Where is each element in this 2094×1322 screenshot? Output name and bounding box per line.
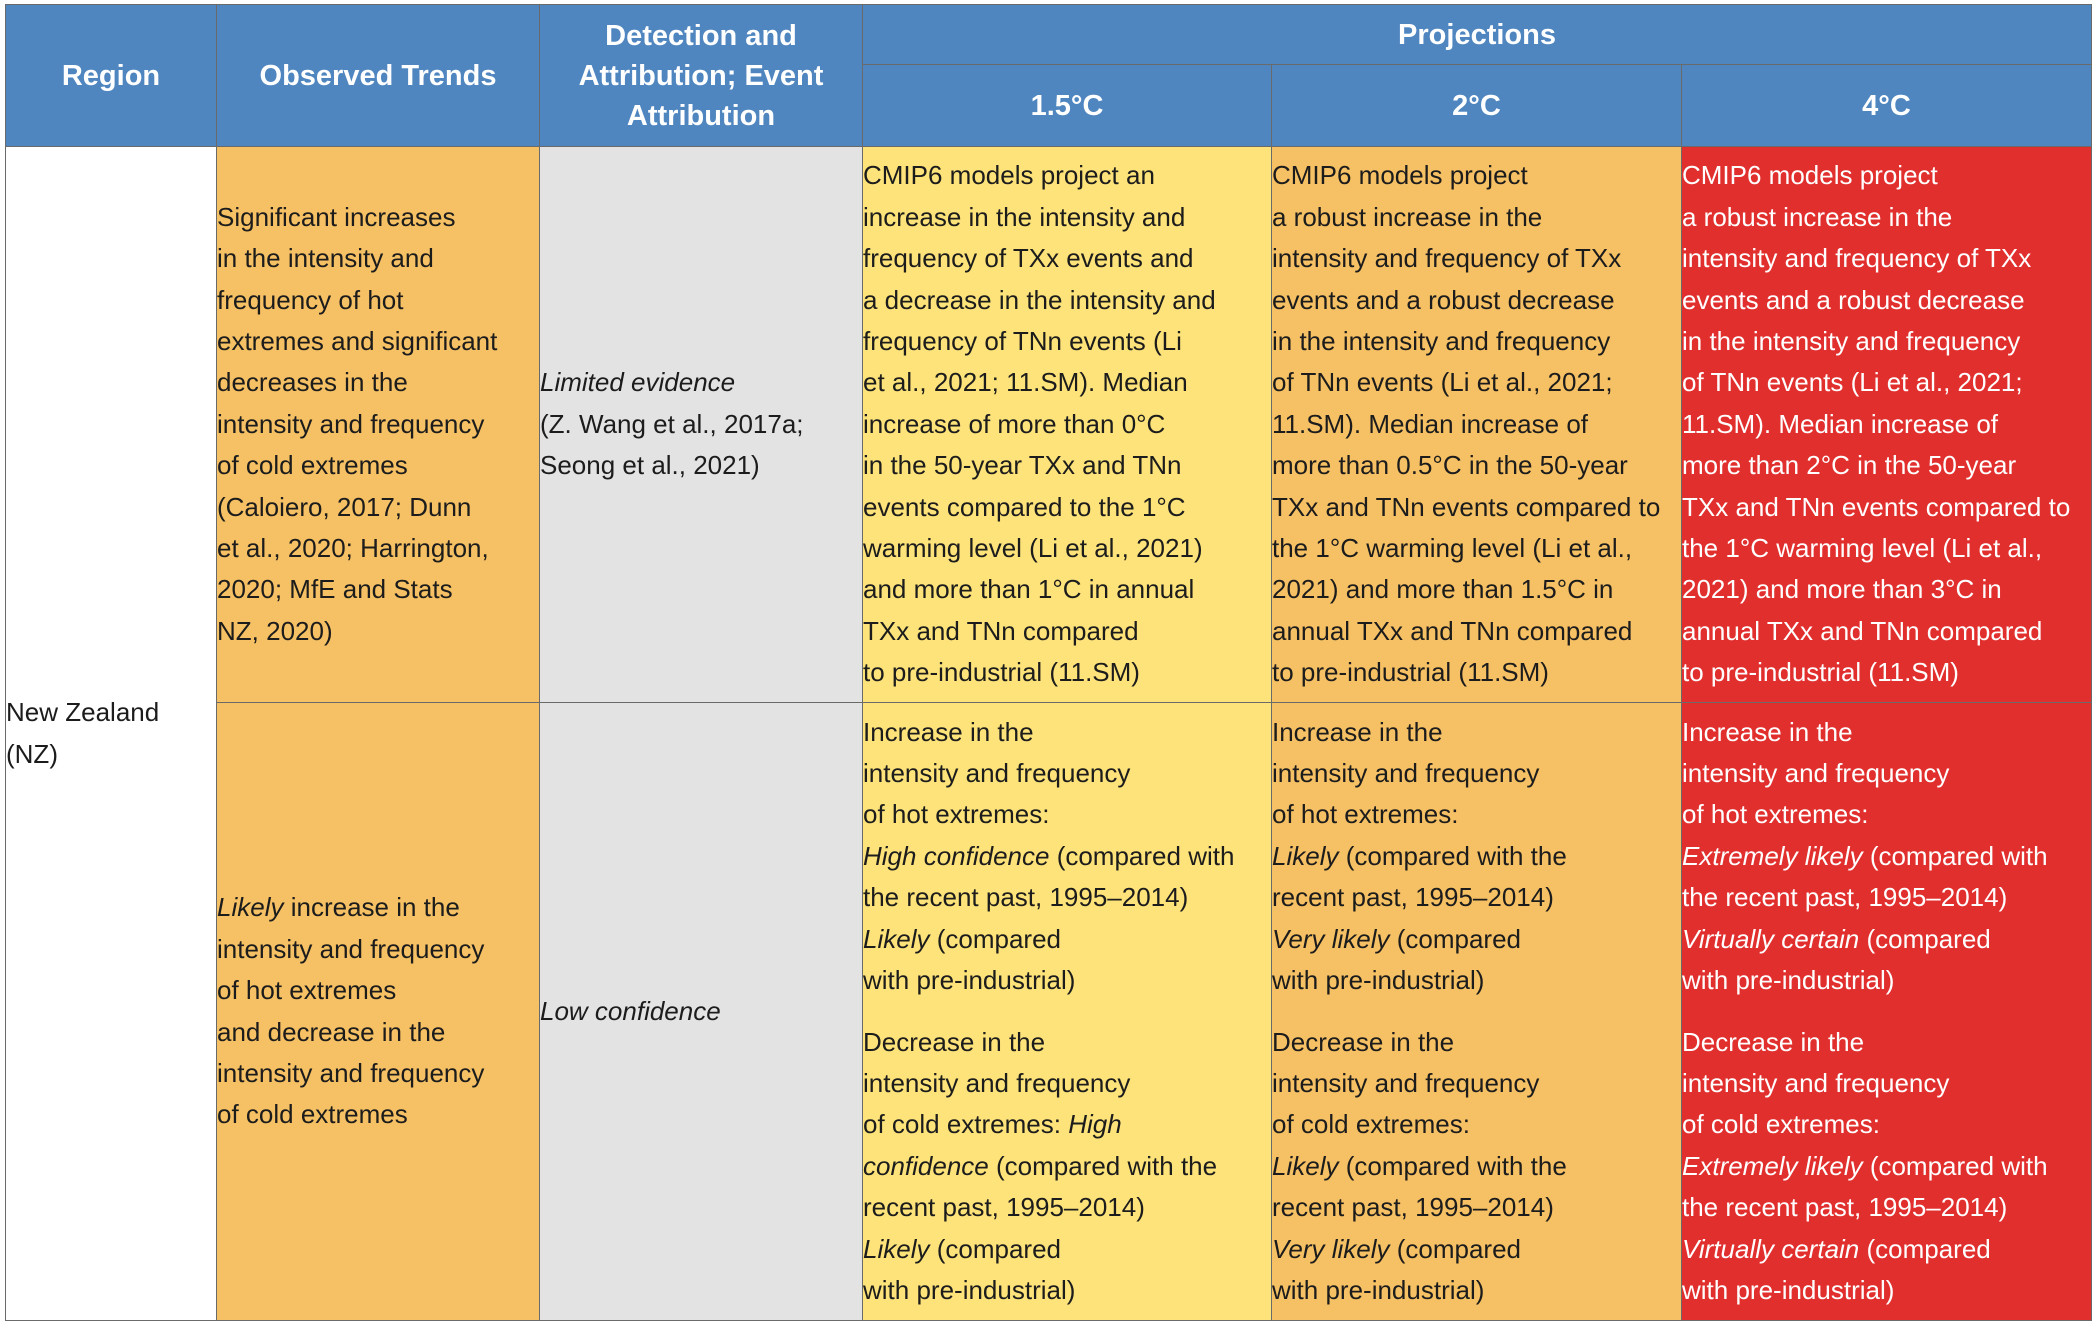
text-line: a robust increase in the [1272, 201, 1543, 232]
header-detection-line: Detection and [605, 19, 797, 52]
text-line: the recent past, 1995–2014) [1682, 882, 2008, 913]
text-line: recent past, 1995–2014) [863, 1192, 1145, 1223]
header-detection-line: Attribution; Event [578, 59, 824, 92]
detection-cell-row2 [540, 703, 863, 1321]
text-line: with pre-industrial) [863, 965, 1076, 996]
projection-2c-cell-row1 [1272, 147, 1682, 703]
text-line: (Z. Wang et al., 2017a; [540, 408, 804, 439]
text-line: intensity and frequency of TXx [1272, 243, 1622, 274]
header-detection-attribution [540, 5, 863, 147]
confidence-term: Limited evidence [540, 367, 736, 398]
projection-4c-cell-row1 [1682, 147, 2092, 703]
text-line: et al., 2021; 11.SM). Median [863, 367, 1188, 398]
text-line: of cold extremes [217, 450, 408, 481]
confidence-term: Extremely likely [1682, 1150, 1863, 1181]
text-line: to pre-industrial (11.SM) [1682, 657, 1959, 688]
text-line: intensity and frequency [217, 933, 485, 964]
text-line: of cold extremes: [1682, 1109, 1880, 1140]
text-line: Very likely (compared [1272, 1233, 1522, 1264]
header-region: Region [6, 5, 217, 147]
header-projection-2c: 2°C [1272, 65, 1682, 147]
confidence-term: Likely [1272, 1150, 1339, 1181]
text-line: 2020; MfE and Stats [217, 574, 453, 605]
text-line: of TNn events (Li et al., 2021; [1682, 367, 2023, 398]
text-line: a robust increase in the [1682, 201, 1953, 232]
confidence-term: Likely [863, 1233, 930, 1264]
text-line: with pre-industrial) [863, 1274, 1076, 1305]
text-line: with pre-industrial) [1682, 965, 1895, 996]
text-line: in the intensity and frequency [1272, 325, 1611, 356]
text-line: 11.SM). Median increase of [1682, 408, 1998, 439]
text-line: events and a robust decrease [1272, 284, 1615, 315]
text-line: frequency of TNn events (Li [863, 325, 1182, 356]
text-line: to pre-industrial (11.SM) [863, 657, 1140, 688]
confidence-term: High [1068, 1109, 1122, 1140]
text-line: and more than 1°C in annual [863, 574, 1195, 605]
region-cell [6, 147, 217, 1321]
detection-cell-row1 [540, 147, 863, 703]
text-line: et al., 2020; Harrington, [217, 533, 489, 564]
text-line: the recent past, 1995–2014) [1682, 1192, 2008, 1223]
text-line: events compared to the 1°C [863, 491, 1186, 522]
confidence-term: Very likely [1272, 1233, 1390, 1264]
projection-1-5c-cell-row1 [863, 147, 1272, 703]
text-line: with pre-industrial) [1272, 1274, 1485, 1305]
text-line: intensity and frequency [217, 408, 485, 439]
text-line: 11.SM). Median increase of [1272, 408, 1588, 439]
text-line: NZ, 2020) [217, 615, 333, 646]
text-line: TXx and TNn events compared to [1682, 491, 2071, 522]
confidence-term: Extremely likely [1682, 840, 1863, 871]
text-line: CMIP6 models project an [863, 160, 1155, 191]
paragraph-gap [1272, 1002, 1681, 1022]
text-line: Increase in the [1272, 716, 1443, 747]
text-line: decreases in the [217, 367, 408, 398]
projection-1-5c-cell-row2 [863, 703, 1272, 1321]
header-projection-1-5c: 1.5°C [863, 65, 1272, 147]
text-line: recent past, 1995–2014) [1272, 1192, 1554, 1223]
text-line: (Caloiero, 2017; Dunn [217, 491, 472, 522]
text-line: annual TXx and TNn compared [1272, 615, 1633, 646]
text-line: Decrease in the [863, 1026, 1046, 1057]
text-line: of cold extremes [217, 1099, 408, 1130]
text-line: Likely (compared with the [1272, 1150, 1567, 1181]
text-line: of TNn events (Li et al., 2021; [1272, 367, 1613, 398]
text-line: intensity and frequency [863, 1067, 1131, 1098]
header-observed-trends: Observed Trends [217, 5, 540, 147]
text-line: 2021) and more than 3°C in [1682, 574, 2002, 605]
text-line: confidence (compared with the [863, 1150, 1218, 1181]
text-line: Virtually certain (compared [1682, 1233, 1991, 1264]
text-line: intensity and frequency [217, 1057, 485, 1088]
header-projection-4c: 4°C [1682, 65, 2092, 147]
text-line: the 1°C warming level (Li et al., [1682, 533, 2043, 564]
text-line: Decrease in the [1682, 1026, 1865, 1057]
text-line: Likely (compared [863, 1233, 1061, 1264]
text-line: of cold extremes: [1272, 1109, 1470, 1140]
text-line: CMIP6 models project [1272, 160, 1528, 191]
text-line: in the intensity and frequency [1682, 325, 2021, 356]
text-line: Virtually certain (compared [1682, 923, 1991, 954]
confidence-term: Likely [1272, 840, 1339, 871]
text-line: more than 0.5°C in the 50-year [1272, 450, 1628, 481]
header-detection-line: Attribution [626, 99, 776, 132]
text-line: a decrease in the intensity and [863, 284, 1216, 315]
confidence-term: Virtually certain [1682, 923, 1860, 954]
text-line: Likely increase in the [217, 892, 460, 923]
text-line: Likely (compared with the [1272, 840, 1567, 871]
text-line: intensity and frequency of TXx [1682, 243, 2032, 274]
text-line: of hot extremes: [1272, 799, 1459, 830]
text-line: TXx and TNn events compared to [1272, 491, 1661, 522]
paragraph-gap [1682, 1002, 2091, 1022]
text-line: intensity and frequency [1682, 1067, 1950, 1098]
text-line: of hot extremes: [1682, 799, 1869, 830]
text-line: annual TXx and TNn compared [1682, 615, 2043, 646]
text-line: extremes and significant [217, 325, 498, 356]
text-line: Increase in the [863, 716, 1034, 747]
confidence-term: High confidence [863, 840, 1050, 871]
text-line: events and a robust decrease [1682, 284, 2025, 315]
confidence-term: Likely [217, 892, 284, 923]
text-line: intensity and frequency [1272, 758, 1540, 789]
text-line: Decrease in the [1272, 1026, 1455, 1057]
observed-trends-cell-row2 [217, 703, 540, 1321]
text-line: Seong et al., 2021) [540, 450, 760, 481]
text-line: of hot extremes [217, 975, 397, 1006]
text-line: to pre-industrial (11.SM) [1272, 657, 1549, 688]
text-line: intensity and frequency [1272, 1067, 1540, 1098]
text-line: frequency of hot [217, 284, 404, 315]
text-line: and decrease in the [217, 1016, 446, 1047]
text-line: TXx and TNn compared [863, 615, 1139, 646]
paragraph-gap [863, 1002, 1271, 1022]
confidence-term: confidence [863, 1150, 989, 1181]
extremes-assessment-table [5, 4, 2092, 1321]
text-line: the 1°C warming level (Li et al., [1272, 533, 1633, 564]
text-line: High confidence (compared with [863, 840, 1235, 871]
region-code: (NZ) [6, 738, 58, 769]
projection-2c-cell-row2 [1272, 703, 1682, 1321]
text-line: Increase in the [1682, 716, 1853, 747]
confidence-term: Low confidence [540, 995, 721, 1026]
text-line: the recent past, 1995–2014) [863, 882, 1189, 913]
confidence-term: Very likely [1272, 923, 1390, 954]
text-line: Extremely likely (compared with [1682, 840, 2048, 871]
text-line: increase in the intensity and [863, 201, 1186, 232]
text-line: warming level (Li et al., 2021) [863, 533, 1203, 564]
text-line: recent past, 1995–2014) [1272, 882, 1554, 913]
text-line: frequency of TXx events and [863, 243, 1194, 274]
confidence-term: Virtually certain [1682, 1233, 1860, 1264]
text-line: intensity and frequency [863, 758, 1131, 789]
text-line: increase of more than 0°C [863, 408, 1166, 439]
text-line: with pre-industrial) [1272, 965, 1485, 996]
text-line: with pre-industrial) [1682, 1274, 1895, 1305]
text-line: 2021) and more than 1.5°C in [1272, 574, 1614, 605]
text-line: in the 50-year TXx and TNn [863, 450, 1182, 481]
observed-trends-cell-row1 [217, 147, 540, 703]
text-line: CMIP6 models project [1682, 160, 1938, 191]
text-line: intensity and frequency [1682, 758, 1950, 789]
projection-4c-cell-row2 [1682, 703, 2092, 1321]
text-line: more than 2°C in the 50-year [1682, 450, 2017, 481]
region-name: New Zealand [6, 697, 160, 728]
text-line: Significant increases [217, 201, 456, 232]
text-line: in the intensity and [217, 243, 434, 274]
text-line: of cold extremes: High [863, 1109, 1122, 1140]
text-line: of hot extremes: [863, 799, 1050, 830]
confidence-term: Likely [863, 923, 930, 954]
text-line: Extremely likely (compared with [1682, 1150, 2048, 1181]
text-line: Very likely (compared [1272, 923, 1522, 954]
header-projections: Projections [863, 5, 2092, 65]
text-line: Likely (compared [863, 923, 1061, 954]
